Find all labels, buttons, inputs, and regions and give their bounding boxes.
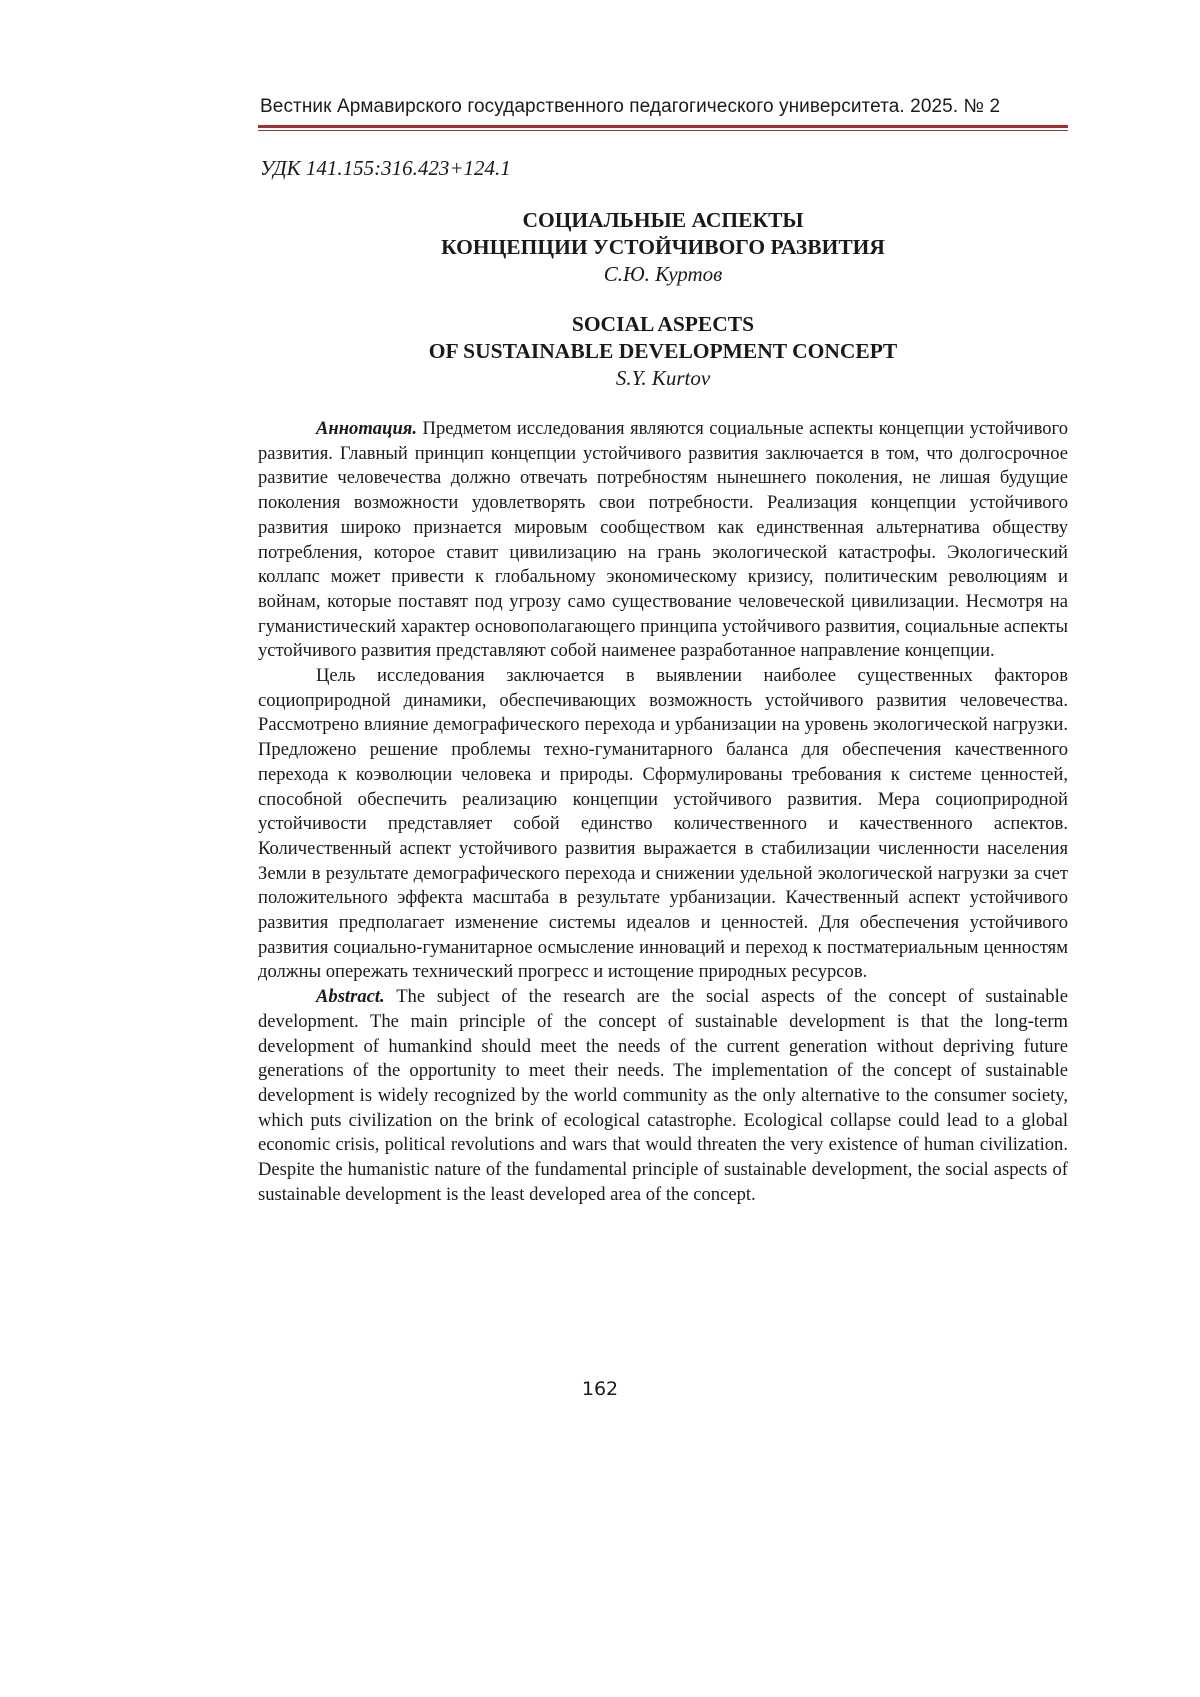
abstract-paragraph: [258, 985, 1068, 1207]
journal-page: [258, 96, 1068, 1208]
annotation-paragraph-1: [258, 417, 1068, 664]
article-body: [258, 417, 1068, 1208]
author-ru: С.Ю. Куртов: [258, 261, 1068, 287]
article-title-en-line2: OF SUSTAINABLE DEVELOPMENT CONCEPT: [258, 338, 1068, 365]
header-rule-thick: [258, 125, 1068, 128]
title-block-ru: [258, 207, 1068, 287]
abstract-text: The subject of the research are the social aspects of the concept of sustainable development. The main principle of the concept of sustainable development is that the long-term development of humankind should meet the needs of the current generation without depriving future generations of the opportunity to meet their needs. The implementation of the concept of sustainable development is widely recognized by the world community as the only alternative to the consumer society, which puts civilization on the brink of ecological catastrophe. Ecological collapse could lead to a global economic crisis, political revolutions and wars that would threaten the very existence of human civilization. Despite the humanistic nature of the fundamental principle of sustainable development, the social aspects of sustainable development is the least developed area of the concept.: [258, 986, 1068, 1205]
article-title-en-line1: SOCIAL ASPECTS: [258, 311, 1068, 338]
annotation-text-1: Предметом исследования являются социальные аспекты концепции устойчивого развития. Главный принцип концепции устойчивого развития заключается в том, что долгосрочное развитие человечества должно отвечать потребностям нынешнего поколения, не лишая будущие поколения возможности удовлетворять свои потребности. Реализация концепции устойчивого развития широко признается мировым сообществом как единственная альтернатива обществу потребления, которое ставит цивилизацию на грань экологической катастрофы. Экологический коллапс может привести к глобальному экономическому кризису, политическим революциям и войнам, которые поставят под угрозу само существование человеческой цивилизации. Несмотря на гуманистический характер основополагающего принципа устойчивого развития, социальные аспекты устойчивого развития представляют собой наименее разработанное направление концепции.: [258, 418, 1068, 661]
udk-code: УДК 141.155:316.423+124.1: [258, 156, 1068, 181]
author-en: S.Y. Kurtov: [258, 365, 1068, 391]
header-rule-thin: [258, 130, 1068, 131]
title-block-en: [258, 311, 1068, 391]
annotation-paragraph-2: Цель исследования заключается в выявлении наиболее существенных факторов социоприродной динамики, обеспечивающих возможность устойчивого развития человечества. Рассмотрено влияние демографического перехода и урбанизации на уровень экологической нагрузки. Предложено решение проблемы техно-гуманитарного баланса для обеспечения качественного перехода к коэволюции человека и природы. Сформулированы требования к системе ценностей, способной обеспечить реализацию концепции устойчивого развития. Мера социоприродной устойчивости представляет собой единство количественного и качественного аспектов. Количественный аспект устойчивого развития выражается в стабилизации численности населения Земли в результате демографического перехода и снижении удельной экологической нагрузки за счет положительного эффекта масштаба в результате урбанизации. Качественный аспект устойчивого развития предполагает изменение системы идеалов и ценностей. Для обеспечения устойчивого развития социально-гуманитарное осмысление инноваций и переход к постматериальным ценностям должны опережать технический прогресс и истощение природных ресурсов.: [258, 664, 1068, 985]
journal-running-header: Вестник Армавирского государственного педагогического университета. 2025. № 2: [258, 96, 1068, 118]
article-title-ru-line1: СОЦИАЛЬНЫЕ АСПЕКТЫ: [258, 207, 1068, 234]
abstract-label: Abstract.: [316, 986, 385, 1007]
article-title-ru-line2: КОНЦЕПЦИИ УСТОЙЧИВОГО РАЗВИТИЯ: [258, 234, 1068, 261]
page-number: 162: [0, 1378, 1200, 1400]
annotation-label: Аннотация.: [316, 418, 417, 439]
